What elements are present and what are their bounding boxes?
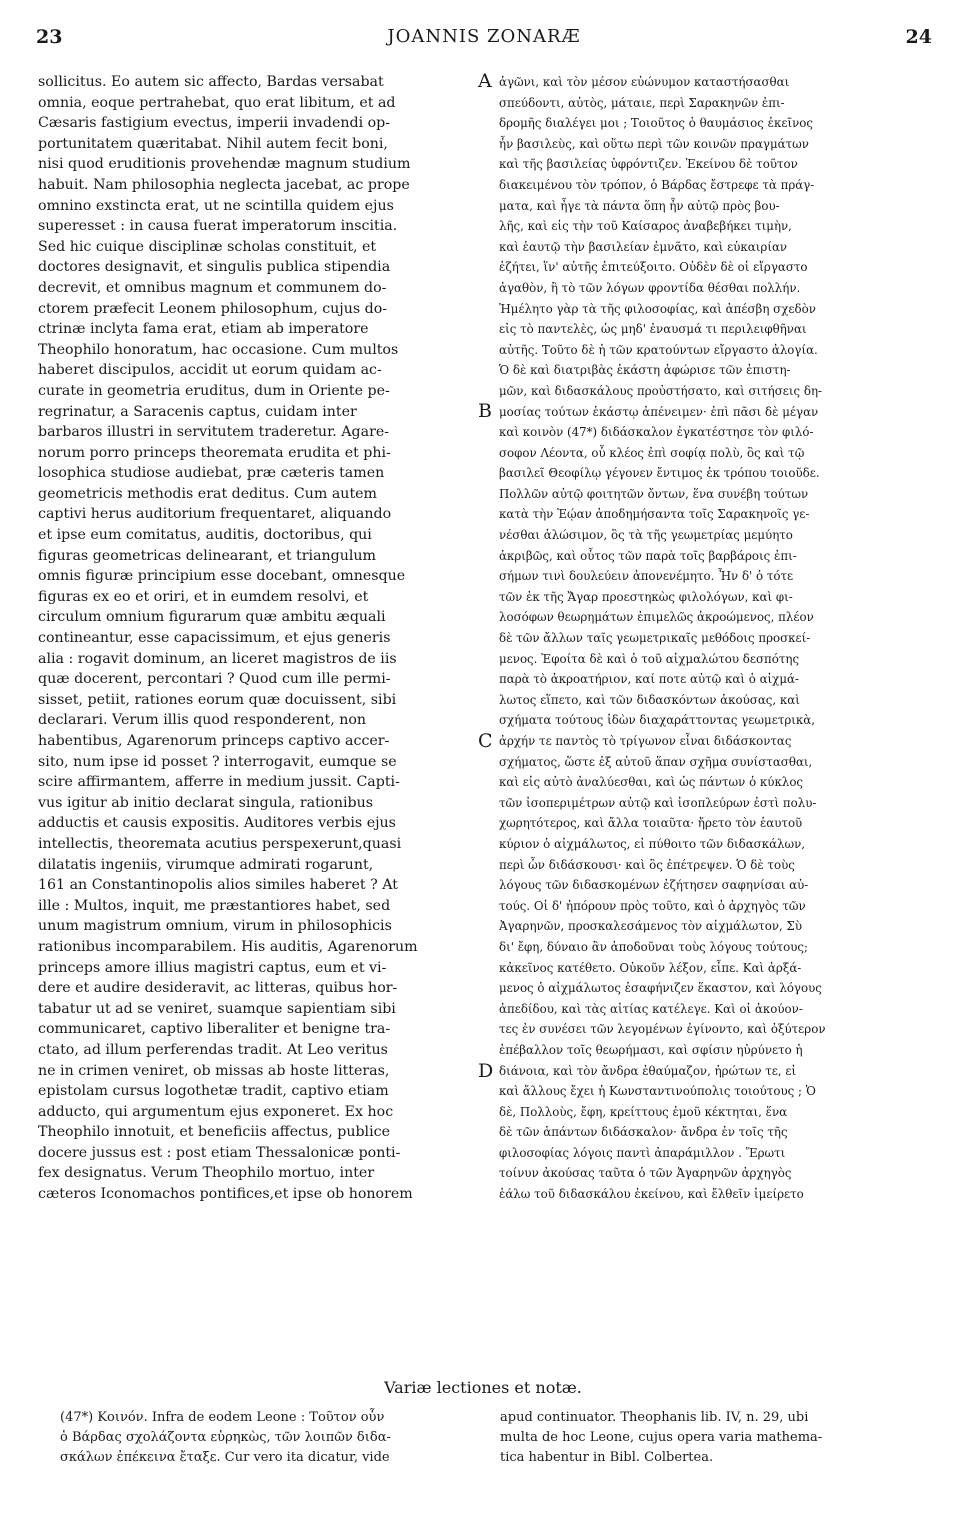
latin-line: Theophilo honoratum, hac occasione. Cum multos bbox=[38, 341, 399, 358]
greek-line: καὶ ἄλλους ἔχει ἡ Κωνσταντινούπολις τοιούτους ; Ὁ bbox=[499, 1084, 816, 1099]
greek-line: καὶ τῆς βασιλείας ὑφρόντιζεν. Ἐκείνου δὲ τοῦτον bbox=[499, 157, 798, 172]
latin-line: communicaret, captivo liberaliter et benigne tra- bbox=[38, 1021, 391, 1038]
latin-line: dilatatis ingeniis, virumque admirati rogarunt, bbox=[38, 856, 374, 873]
latin-line: intellectis, theoremata acutius perspexerunt,quasi bbox=[38, 835, 402, 852]
greek-line: καὶ εἰς αὐτὸ ἀναλύεσθαι, καὶ ὡς πάντων ὁ κύκλος bbox=[499, 775, 804, 790]
greek-line: νέσθαι ἁλώσιμον, ὃς τὰ τῆς γεωμετρίας μεμύητο bbox=[499, 528, 793, 543]
latin-line: fex designatus. Verum Theophilo mortuo, inter bbox=[38, 1165, 375, 1182]
latin-line: ne in crimen veniret, ob missas ab hoste litteras, bbox=[38, 1062, 390, 1079]
greek-line: δὲ τῶν ἄλλων ταῖς γεωμετρικαῖς μεθόδοις προσκεί- bbox=[499, 631, 811, 646]
latin-line: captivi herus auditorium frequentaret, aliquando bbox=[38, 506, 392, 523]
greek-line: τούς. Οἱ δ' ἠπόρουν πρὸς τοῦτο, καὶ ὁ ἀρχηγὸς τῶν bbox=[499, 898, 806, 913]
greek-line: μενος ὁ αἰχμάλωτος ἐσαφήνιζεν ἕκαστον, καὶ λόγους bbox=[499, 981, 822, 996]
latin-line: ctorem præfecit Leonem philosophum, cujus do- bbox=[38, 300, 388, 317]
section-marker-a: A bbox=[478, 70, 492, 92]
greek-line: κατὰ τὴν Ἑῴαν ἀποδημήσαντα τοῖς Σαρακηνοῖς γε- bbox=[499, 507, 810, 522]
notes-left-column bbox=[60, 1408, 480, 1468]
latin-line: doctores designavit, et singulis publica stipendia bbox=[38, 259, 391, 276]
latin-column bbox=[38, 72, 474, 1205]
greek-line: μοσίας τούτων ἑκάστῳ ἀπένειμεν· ἐπὶ πᾶσι δὲ μέγαν bbox=[499, 404, 819, 419]
latin-line: portunitatem quæritabat. Nihil autem fecit boni, bbox=[38, 135, 388, 152]
greek-line: κύριον ὁ αἰχμάλωτος, εἰ πύθοιτο τῶν διδασκάλων, bbox=[499, 836, 806, 851]
section-marker-b: B bbox=[478, 400, 492, 422]
greek-line: Ὁ δὲ καὶ διατριβὰς ἑκάστη ἀφώρισε τῶν ἐπιστη- bbox=[499, 363, 791, 378]
latin-line: norum porro princeps theoremata erudita et phi- bbox=[38, 444, 391, 461]
greek-line: χωρητότερος, καὶ ἄλλα τοιαῦτα· ἤρετο τὸν ἑαυτοῦ bbox=[499, 816, 803, 831]
latin-line: habentibus, Agarenorum princeps captivo accer- bbox=[38, 733, 390, 749]
section-marker-c: C bbox=[478, 730, 493, 752]
latin-line: omnia, eoque pertrahebat, quo erat libitum, et ad bbox=[38, 94, 396, 111]
latin-line: curate in geometria eruditus, dum in Oriente pe- bbox=[38, 382, 390, 399]
latin-line: Sed hic cuique disciplinæ scholas constituit, et bbox=[38, 238, 377, 255]
note-line: tica habentur in Bibl. Colbertea. bbox=[500, 1450, 714, 1465]
greek-line: ἀγῶνι, καὶ τὸν μέσον εὐώνυμον καταστήσασθαι bbox=[499, 75, 790, 89]
greek-line: περὶ ὧν διδάσκουσι· καὶ ὃς ἐπέτρεψεν. Ὁ δὲ τοὺς bbox=[499, 857, 795, 872]
latin-line: sito, num ipse id posset ? interrogavit, eumque se bbox=[38, 753, 397, 770]
latin-line: vus igitur ab initio declarat singula, rationibus bbox=[38, 794, 374, 811]
greek-line: διακειμένου τὸν τρόπον, ὁ Βάρδας ἔστρεφε τὰ πράγ- bbox=[499, 177, 815, 192]
greek-line: τοίνυν ἀκούσας ταῦτα ὁ τῶν Ἀγαρηνῶν ἀρχηγὸς bbox=[499, 1166, 792, 1181]
greek-column bbox=[499, 72, 931, 1205]
greek-line: φιλοσοφίας λόγοις παντὶ ἀπαράμιλλον . Ἔρωτι bbox=[499, 1145, 786, 1160]
section-marker-d: D bbox=[478, 1060, 494, 1082]
greek-line: μῶν, καὶ διδασκάλους προὐστήσατο, καὶ σιτήσεις δη- bbox=[499, 383, 823, 398]
latin-line: figuras ex eo et oriri, et in eumdem resolvi, et bbox=[38, 588, 369, 605]
latin-line: 161 an Constantinopolis alios similes haberet ? At bbox=[38, 877, 398, 894]
greek-line: ἀπεδίδου, καὶ τὰς αἰτίας κατέλεγε. Καὶ οἱ ἀκούον- bbox=[499, 1001, 803, 1016]
note-line: multa de hoc Leone, cujus opera varia mathema- bbox=[500, 1430, 823, 1445]
greek-line: λοσόφων θεωρημάτων ἐπιμελῶς ἀκροώμενος, πλέον bbox=[499, 610, 814, 625]
latin-line: sollicitus. Eo autem sic affecto, Bardas versabat bbox=[38, 74, 384, 90]
latin-line: barbaros illustri in servitutem traderetur. Agare- bbox=[38, 424, 390, 441]
latin-line: figuras geometricas delinearant, et triangulum bbox=[38, 547, 377, 564]
latin-line: et ipse eum comitatus, auditis, doctoribus, qui bbox=[38, 527, 372, 544]
greek-line: λῆς, καὶ εἰς τὴν τοῦ Καίσαρος ἀναβεβήκει τιμὴν, bbox=[499, 219, 792, 234]
note-line: (47*) Κοινόν. Infra de eodem Leone : Τοῦτον οὖν bbox=[60, 1410, 385, 1425]
latin-line: epistolam cursus logothetæ tradit, captivo etiam bbox=[38, 1083, 389, 1100]
note-line: apud continuator. Theophanis lib. IV, n. 29, ubi bbox=[500, 1410, 809, 1425]
latin-line: declarari. Verum illis quod responderent, non bbox=[38, 712, 367, 729]
greek-line: τῶν ἰσοπεριμέτρων αὐτῷ καὶ ἰσοπλεύρων ἐστὶ πολυ- bbox=[499, 795, 817, 810]
greek-line: σοφον Λέοντα, οὗ κλέος ἐπὶ σοφίᾳ πολὺ, ὃς καὶ τῷ bbox=[499, 445, 805, 460]
greek-line: κἀκεῖνος κατέθετο. Οὐκοῦν λέξον, εἶπε. Καὶ ἀρξά- bbox=[499, 960, 802, 975]
greek-line: ἐπέβαλλον τοῖς θεωρήμασι, καὶ σφίσιν ηὐρύνετο ἡ bbox=[499, 1042, 803, 1057]
latin-line: cæteros Iconomachos pontifices,et ipse ob honorem bbox=[38, 1186, 413, 1203]
greek-line: δρομῆς διαλέγει μοι ; Τοιοῦτος ὁ θαυμάσιος ἐκεῖνος bbox=[499, 116, 813, 131]
greek-line: σχήματα τούτους ἰδὼν διαχαράττοντας γεωμετρικὰ, bbox=[499, 713, 815, 728]
latin-line: habuit. Nam philosophia neglecta jacebat, ac prope bbox=[38, 176, 410, 193]
latin-line: adducto, qui argumentum ejus exponeret. Ex hoc bbox=[38, 1103, 394, 1120]
notes-title: Variæ lectiones et notæ. bbox=[384, 1378, 582, 1397]
latin-line: sisset, petiit, rationes eorum quæ docuissent, sibi bbox=[38, 691, 397, 708]
latin-line: docere jussus est : post etiam Thessalonicæ ponti- bbox=[38, 1144, 401, 1161]
latin-line: princeps amore illius magistri captus, eum et vi- bbox=[38, 959, 387, 976]
right-page-number: 24 bbox=[905, 26, 932, 48]
greek-line: καὶ κοινὸν (47*) διδάσκαλον ἐγκατέστησε τὸν φιλό- bbox=[499, 425, 814, 440]
greek-line: ματα, καὶ ἦγε τὰ πάντα ὅπη ἦν αὐτῷ πρὸς βου- bbox=[499, 198, 780, 213]
greek-line: τες ἐν συνέσει τῶν λεγομένων ἐγίνοντο, καὶ ὀξύτερον bbox=[499, 1022, 826, 1037]
greek-line: δὲ τῶν ἁπάντων διδάσκαλον· ἄνδρα ἐν τοῖς τῆς bbox=[499, 1125, 788, 1140]
running-head: JOANNIS ZONARÆ bbox=[387, 26, 581, 47]
greek-line: ἐζήτει, ἵν' αὐτῆς ἐπιτεύξοιτο. Οὐδὲν δὲ οἱ εἴργαστο bbox=[499, 260, 808, 275]
greek-line: λόγους τῶν διδασκομένων ἐζήτησεν σαφηνίσαι αὐ- bbox=[499, 878, 809, 893]
greek-line: τῶν ἐκ τῆς Ἄγαρ προεστηκὼς φιλολόγων, καὶ φι- bbox=[499, 589, 793, 604]
latin-line: rationibus incomparabilem. His auditis, Agarenorum bbox=[38, 938, 418, 955]
note-line: σκάλων ἐπέκεινα ἔταξε. Cur vero ita dicatur, vide bbox=[60, 1450, 390, 1465]
page-header bbox=[36, 26, 932, 54]
latin-line: omnis figuræ principium esse docebant, omnesque bbox=[38, 568, 406, 585]
greek-line: λωτος εἵπετο, καὶ τῶν διδασκόντων ἀκούσας, καὶ bbox=[499, 692, 800, 707]
latin-line: haberet discipulos, accidit ut eorum quidam ac- bbox=[38, 362, 382, 379]
greek-line: σχήματος, ὥστε ἐξ αὐτοῦ ἅπαν σχῆμα συνίστασθαι, bbox=[499, 754, 813, 769]
latin-line: quæ docerent, percontari ? Quod cum ille permi- bbox=[38, 671, 391, 688]
greek-line: αὐτῆς. Τοῦτο δὲ ἡ τῶν κρατούντων εἴργαστο ἀλογία. bbox=[499, 342, 818, 357]
greek-line: δι' ἔφη, δύναιο ἂν ἀποδοῦναι τοὺς λόγους τούτους; bbox=[499, 939, 808, 954]
greek-line: μενος. Ἐφοίτα δὲ καὶ ὁ τοῦ αἰχμαλώτου δεσπότης bbox=[499, 651, 800, 666]
note-line: ὁ Βάρδας σχολάζοντα εὑρηκὼς, τῶν λοιπῶν διδα- bbox=[60, 1430, 391, 1445]
greek-line: εἰς τὸ παντελὲς, ὡς μηδ' ἐναυσμά τι περιλειφθῆναι bbox=[499, 322, 807, 337]
latin-line: tabatur ut ad se veniret, suamque sapientiam sibi bbox=[38, 1000, 396, 1017]
greek-line: Πολλῶν αὐτῷ φοιτητῶν ὄντων, ἕνα συνέβη τούτων bbox=[499, 486, 809, 501]
greek-line: διάνοια, καὶ τὸν ἄνδρα ἐθαύμαζον, ἠρώτων τε, εἰ bbox=[499, 1063, 797, 1078]
greek-line: δὲ, Πολλοὺς, ἔφη, κρείττους ἐμοῦ κέκτηται, ἕνα bbox=[499, 1104, 788, 1119]
greek-line: παρὰ τὸ ἀκροατήριον, καί ποτε αὐτῷ καὶ ὁ αἰχμά- bbox=[499, 672, 799, 687]
latin-line: regrinatur, a Saracenis captus, cuidam inter bbox=[38, 403, 357, 420]
latin-line: contineantur, esse capacissimum, et ejus generis bbox=[38, 630, 391, 647]
latin-line: adductis et causis expositis. Auditores verbis ejus bbox=[38, 815, 396, 832]
greek-line: ἀκριβῶς, καὶ οὗτος τῶν παρὰ τοῖς βαρβάροις ἐπι- bbox=[499, 548, 797, 563]
latin-line: decrevit, et omnibus magnum et communem do- bbox=[38, 279, 387, 296]
greek-line: ἦν βασιλεὺς, καὶ οὕτω περὶ τῶν κοινῶν πραγμάτων bbox=[499, 136, 809, 151]
latin-line: nisi quod eruditionis provehendæ magnum studium bbox=[38, 156, 411, 173]
greek-line: ἑάλω τοῦ διδασκάλου ἐκείνου, καὶ ἔλθεῖν ἱμείρετο bbox=[499, 1187, 804, 1202]
latin-line: ctrinæ inclyta fama erat, etiam ab imperatore bbox=[38, 321, 369, 338]
latin-line: omnino exstincta erat, ut ne scintilla quidem ejus bbox=[38, 197, 394, 214]
greek-line: σπεύδοντι, αὐτὸς, μάταιε, περὶ Σαρακηνῶν ἐπι- bbox=[499, 95, 785, 110]
greek-line: βασιλεῖ Θεοφίλῳ γέγονεν ἔντιμος ἐκ τρόπου τοιοῦδε. bbox=[499, 466, 820, 481]
greek-line: καὶ ἑαυτῷ τὴν βασιλείαν ἐμνᾶτο, καὶ εὐκαιρίαν bbox=[499, 239, 788, 254]
greek-line: Ἠμέλητο γὰρ τὰ τῆς φιλοσοφίας, καὶ ἀπέσβη σχεδὸν bbox=[499, 301, 816, 316]
latin-line: losophica studiose audiebat, præ cæteris tamen bbox=[38, 465, 385, 482]
latin-line: dere et audire desideravit, ac litteras, quibus hor- bbox=[38, 980, 398, 997]
latin-line: scire affirmantem, afferre in medium jussit. Capti- bbox=[38, 774, 400, 791]
latin-line: ille : Multos, inquit, me præstantiores habet, sed bbox=[38, 897, 391, 914]
greek-line: ἀρχήν τε παντὸς τὸ τρίγωνον εἶναι διδάσκοντας bbox=[499, 734, 792, 748]
latin-line: Theophilo innotuit, et beneficiis affectus, publice bbox=[38, 1124, 390, 1141]
greek-line: Ἀγαρηνῶν, προσκαλεσάμενος τὸν αἰχμάλωτον, Σὺ bbox=[499, 919, 803, 934]
left-page-number: 23 bbox=[36, 26, 63, 48]
notes-right-column bbox=[500, 1408, 930, 1468]
latin-line: circulum omnium figurarum quæ ambitu æquali bbox=[38, 609, 386, 626]
greek-line: σήμων τινὶ δουλεύειν ἀπονενέμητο. Ἦν δ' ὁ τότε bbox=[499, 569, 794, 584]
latin-line: superesset : in causa fuerat imperatorum inscitia. bbox=[38, 218, 398, 235]
latin-line: Cæsaris fastigium evectus, imperii invadendi op- bbox=[38, 115, 391, 132]
latin-line: unum magistrum omnium, virum in philosophicis bbox=[38, 918, 392, 935]
latin-line: ctato, ad illum perferendas tradit. At Leo veritus bbox=[38, 1041, 388, 1058]
greek-line: ἀγαθὸν, ἢ τὸ τῶν λόγων φροντίδα θέσθαι πολλήν. bbox=[499, 280, 801, 295]
latin-line: alia : rogavit dominum, an liceret magistros de iis bbox=[38, 650, 397, 667]
latin-line: geometricis methodis erat deditus. Cum autem bbox=[38, 485, 377, 502]
